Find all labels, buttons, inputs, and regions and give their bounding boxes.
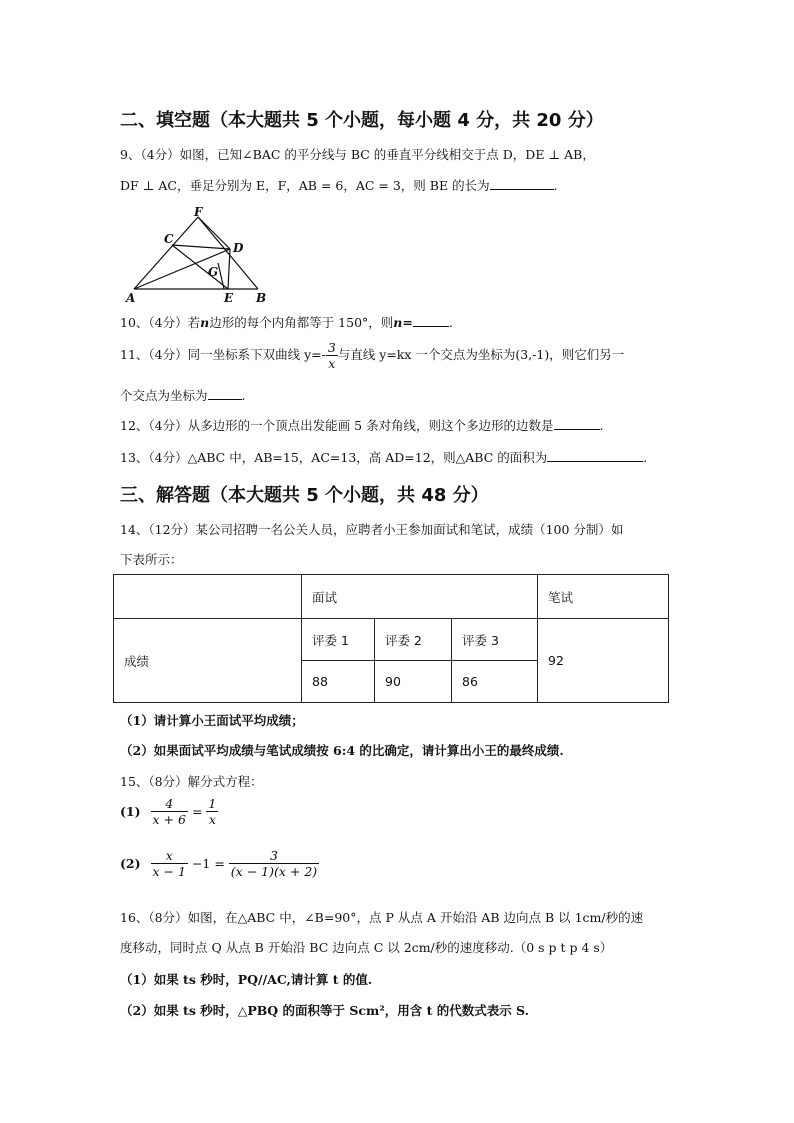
q11-fraction	[326, 340, 338, 371]
table-judge-1: 评委 1	[302, 619, 375, 661]
q9-line2-text: DF ⊥ AC，垂足分别为 E，F，AB = 6，AC = 3，则 BE 的长为	[120, 178, 490, 193]
q9-label-e: E	[224, 291, 234, 305]
q11-frac-den: x	[328, 356, 336, 371]
q9-label-g: G	[208, 265, 219, 279]
q15-eq1-label: (1)	[120, 804, 141, 819]
q15-eq1	[120, 796, 218, 827]
table-judge-3: 评委 3	[452, 619, 538, 661]
q10-mid: 边形的每个内角都等于 150°，则	[209, 315, 394, 330]
q14-line1: 14、（12分）某公司招聘一名公关人员，应聘者小王参加面试和笔试，成绩（100 分制）如	[120, 522, 624, 537]
q13	[120, 448, 647, 466]
q9-line-af	[134, 217, 198, 289]
q15-eq2	[120, 848, 319, 879]
q10	[120, 313, 453, 331]
q16-line1: 16、（8分）如图，在△ABC 中，∠B=90°，点 P 从点 A 开始沿 AB 边向点 B 以 1cm/秒的速	[120, 910, 644, 925]
q15-eq1-left-frac	[151, 796, 188, 827]
q10-n2: n	[393, 315, 403, 330]
q10-eq: =	[402, 315, 413, 330]
q15-eq1-eq: =	[191, 804, 203, 819]
q11-answer-blank[interactable]	[208, 387, 242, 400]
table-row	[114, 575, 669, 619]
q16-line2: 度移动，同时点 Q 从点 B 开始沿 BC 边向点 C 以 2cm/秒的速度移动.（0 s p t p 4 s）	[120, 940, 613, 955]
q16-sub1: （1）如果 ts 秒时，PQ//AC,请计算 t 的值.	[120, 972, 373, 987]
q9-label-b: B	[256, 291, 267, 305]
q9-line-fd	[198, 217, 230, 249]
q15-eq1-lnum: 4	[151, 796, 188, 812]
q12-end: .	[599, 418, 604, 433]
q12-answer-blank[interactable]	[554, 417, 600, 430]
table-written-score: 92	[538, 619, 669, 703]
q15-eq2-left-frac	[151, 848, 188, 879]
q15-eq2-mid: −1 =	[191, 856, 225, 871]
q12	[120, 416, 604, 434]
q10-pre: 10、（4分）若	[120, 315, 201, 330]
q9-line-ce	[172, 245, 228, 289]
q11-line1	[120, 340, 624, 371]
q9-answer-blank[interactable]	[490, 177, 554, 190]
table-header-written: 笔试	[538, 575, 669, 619]
q12-text: 12、（4分）从多边形的一个顶点出发能画 5 条对角线，则这个多边形的边数是	[120, 418, 554, 433]
q15-eq1-rden: x	[208, 812, 216, 827]
q14-sub1: （1）请计算小王面试平均成绩；	[120, 713, 304, 728]
q10-answer-blank[interactable]	[413, 314, 449, 327]
q10-end: .	[448, 315, 453, 330]
q11-line2	[120, 386, 246, 404]
q11-post: 与直线 y=kx 一个交点为坐标为(3,-1)，则它们另一	[337, 347, 625, 362]
q14-line2: 下表所示：	[120, 552, 183, 567]
table-row-label: 成绩	[114, 619, 302, 703]
q15-line1: 15、（8分）解分式方程：	[120, 774, 263, 789]
q11-line2-end: .	[241, 388, 246, 403]
table-score-1: 88	[302, 661, 375, 703]
q9-label-c: C	[164, 232, 174, 246]
q9-line2-end: .	[553, 178, 558, 193]
q15-eq2-rden: (x − 1)(x + 2)	[230, 864, 318, 879]
q11-line2-text: 个交点为坐标为	[120, 388, 208, 403]
q9-line1: 9、（4分）如图，已知∠BAC 的平分线与 BC 的垂直平分线相交于点 D，DE ⊥ AB，	[120, 147, 595, 162]
q9-label-d: D	[233, 241, 244, 255]
q9-line2	[120, 176, 558, 194]
q15-eq1-right-frac	[206, 796, 218, 827]
q13-end: .	[643, 450, 648, 465]
q15-eq2-label: (2)	[120, 856, 141, 871]
table-cell-empty	[114, 575, 302, 619]
table-score-2: 90	[375, 661, 452, 703]
q9-line-ge	[218, 263, 224, 289]
table-judge-2: 评委 2	[375, 619, 452, 661]
q15-eq2-rnum: 3	[229, 848, 319, 864]
table-header-interview: 面试	[302, 575, 538, 619]
table-row	[114, 619, 669, 661]
q14-sub2: （2）如果面试平均成绩与笔试成绩按 6:4 的比确定，请计算出小王的最终成绩.	[120, 743, 564, 758]
q16-sub2: （2）如果 ts 秒时，△PBQ 的面积等于 Scm²，用含 t 的代数式表示 S.	[120, 1003, 529, 1018]
score-table	[113, 574, 669, 703]
q15-eq1-rnum: 1	[208, 796, 217, 811]
q15-eq2-lden: x − 1	[152, 864, 186, 879]
q15-eq2-right-frac	[229, 848, 319, 879]
q13-text: 13、（4分）△ABC 中，AB=15，AC=13，高 AD=12，则△ABC 的面积为	[120, 450, 548, 465]
q10-n: n	[200, 315, 210, 330]
q13-answer-blank[interactable]	[547, 449, 643, 462]
table-score-3: 86	[452, 661, 538, 703]
q15-eq1-lden: x + 6	[152, 812, 186, 827]
q11-frac-num: 3	[327, 340, 336, 355]
section-title-fill-blank: 二、填空题（本大题共 5 个小题，每小题 4 分，共 20 分）	[120, 110, 604, 131]
section-title-solve: 三、解答题（本大题共 5 个小题，共 48 分）	[120, 485, 489, 506]
q15-eq2-lnum: x	[151, 848, 188, 864]
q9-label-f: F	[194, 205, 203, 219]
q9-label-a: A	[126, 291, 136, 305]
q9-figure	[120, 205, 280, 305]
q11-pre: 11、（4分）同一坐标系下双曲线 y=-	[120, 347, 326, 362]
